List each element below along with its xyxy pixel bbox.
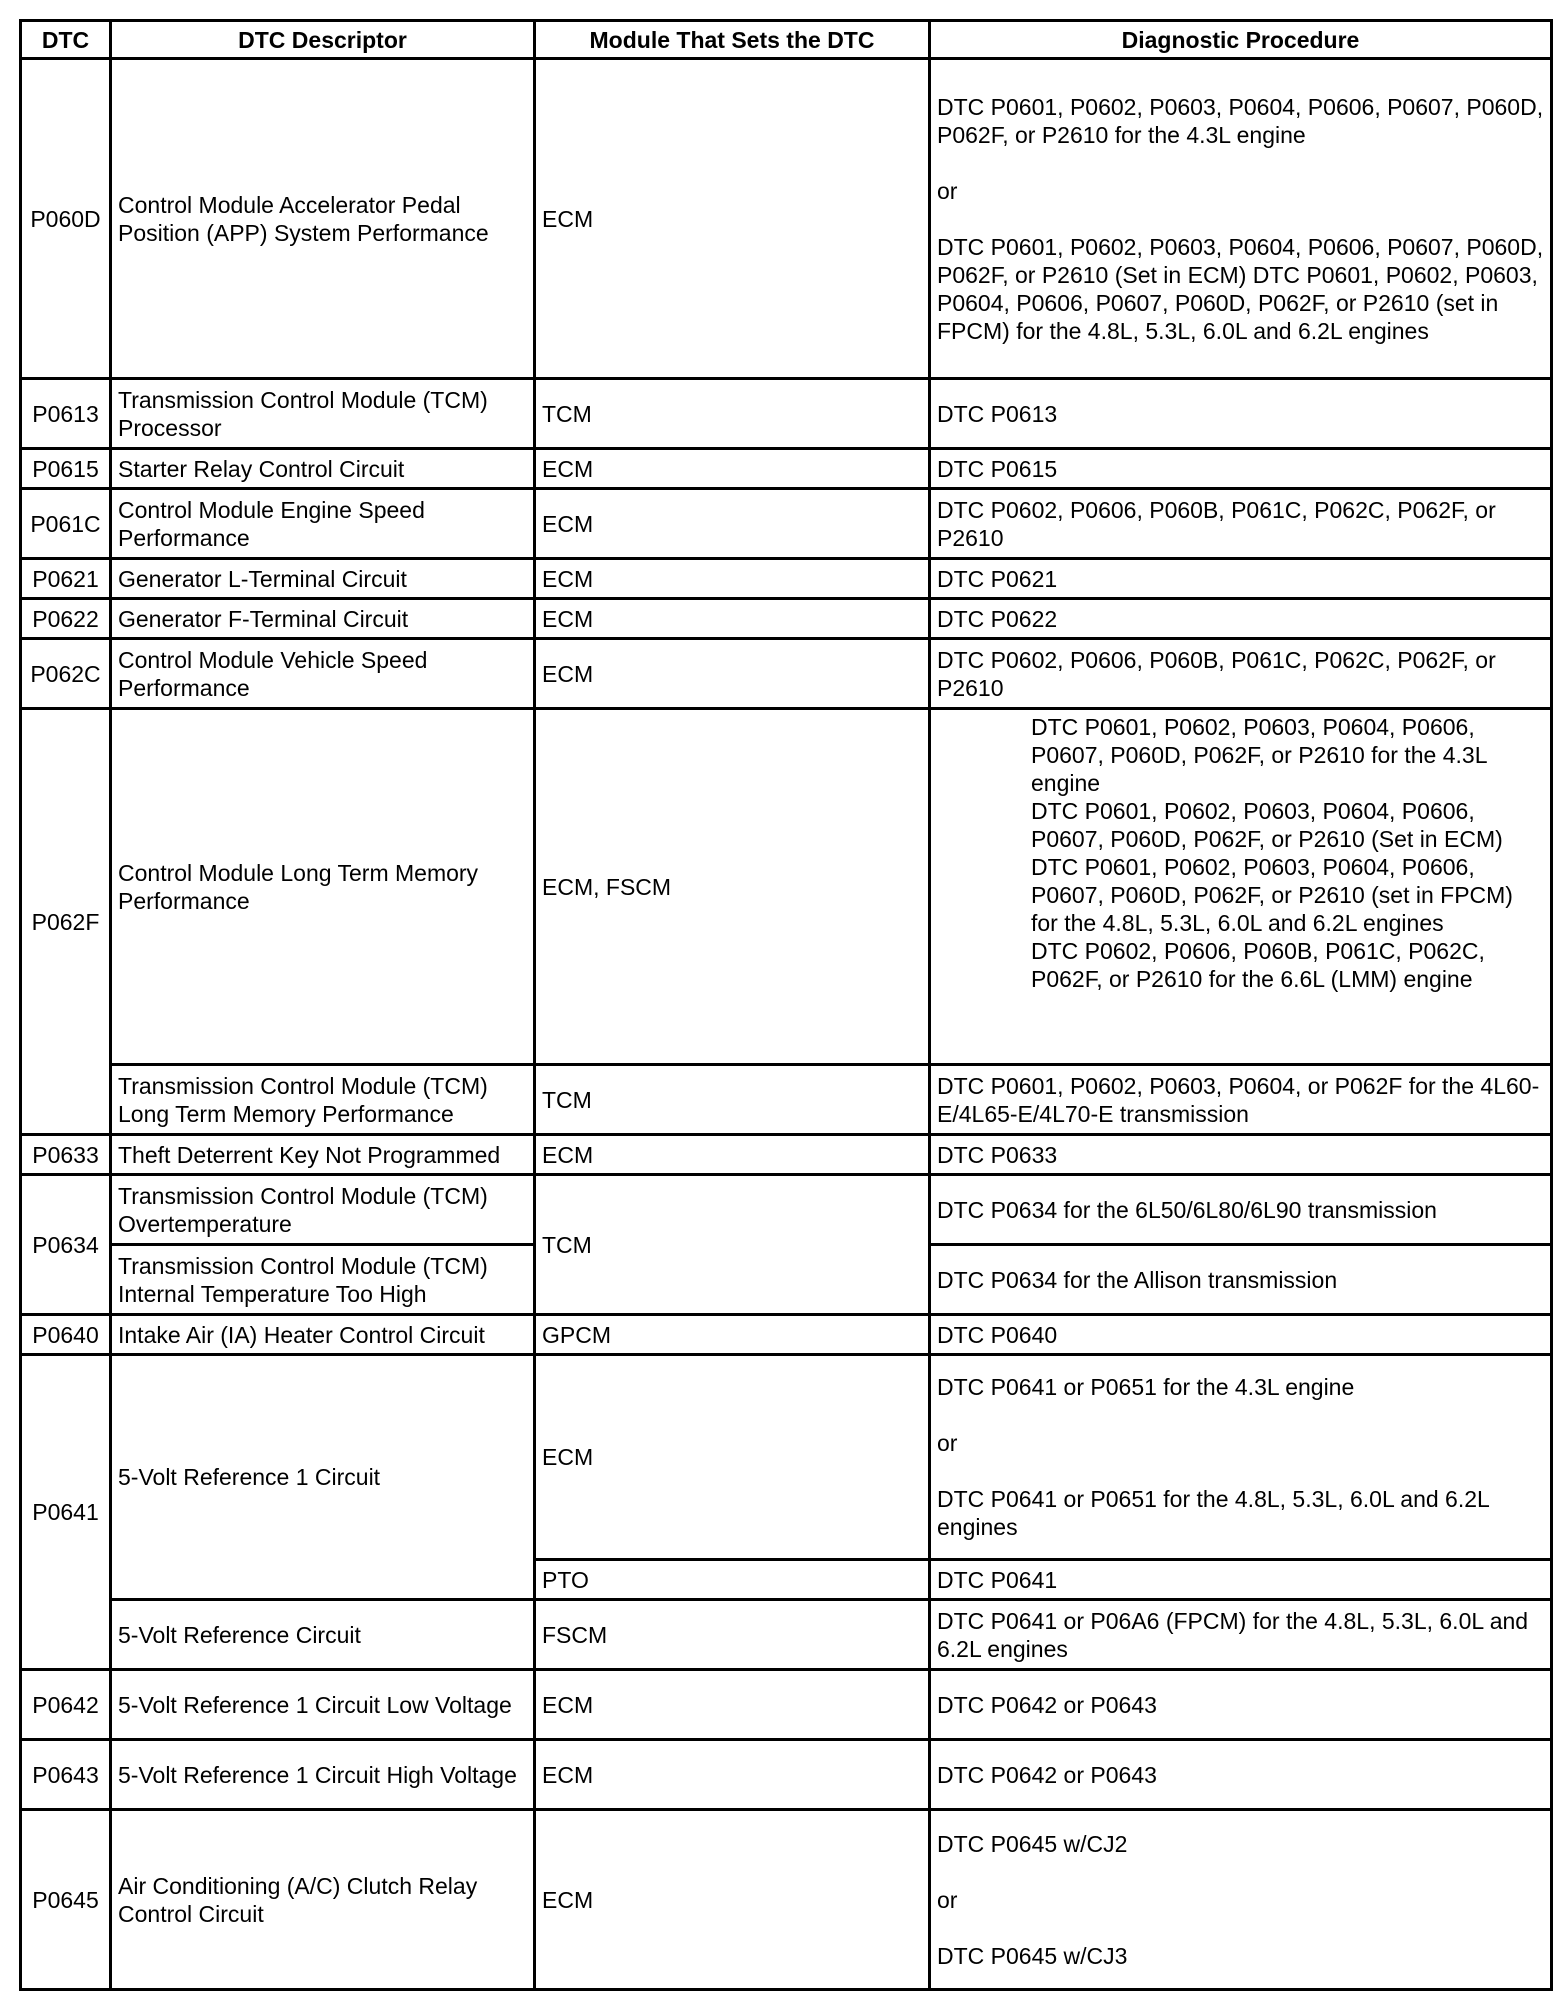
header-row (21, 21, 1552, 59)
dtc-descriptor: Control Module Long Term Memory Performance (111, 709, 535, 1065)
dtc-descriptor: 5-Volt Reference 1 Circuit Low Voltage (111, 1670, 535, 1740)
diagnostic-procedure (930, 59, 1552, 379)
diagnostic-procedure: DTC P0640 (930, 1315, 1552, 1355)
table-row (21, 559, 1552, 599)
dtc-descriptor: Generator L-Terminal Circuit (111, 559, 535, 599)
module-name: ECM (535, 1135, 930, 1175)
diagnostic-procedure: DTC P0613 (930, 379, 1552, 449)
diagnostic-procedure: DTC P0615 (930, 449, 1552, 489)
dtc-descriptor: Generator F-Terminal Circuit (111, 599, 535, 639)
module-name: ECM (535, 639, 930, 709)
dtc-code: P0613 (21, 379, 111, 449)
dtc-descriptor: Transmission Control Module (TCM) Long Term Memory Performance (111, 1065, 535, 1135)
module-name: TCM (535, 1065, 930, 1135)
dtc-code: P0645 (21, 1810, 111, 1990)
procedure-line: DTC P0601, P0602, P0603, P0604, P0606, P0607, P060D, P062F, or P2610 for the 4.3L engine (1031, 714, 1487, 796)
diagnostic-procedure: DTC P0642 or P0643 (930, 1670, 1552, 1740)
diagnostic-procedure: DTC P0641 or P06A6 (FPCM) for the 4.8L, 5.3L, 6.0L and 6.2L engines (930, 1600, 1552, 1670)
table-row (21, 1175, 1552, 1245)
table-row (21, 449, 1552, 489)
procedure-line: DTC P0601, P0602, P0603, P0604, P0606, P0607, P060D, P062F, or P2610 (Set in ECM) DTC P0601, P0602, P0603, P0604, P0606, P0607, P060D, P062F, or P2610 (set in FPCM) for the 4.8L, 5.3L, 6.0L and 6.2L engines (937, 233, 1544, 344)
dtc-code: P0642 (21, 1670, 111, 1740)
diagnostic-procedure (930, 1810, 1552, 1990)
diagnostic-procedure: DTC P0622 (930, 599, 1552, 639)
diagnostic-procedure: DTC P0602, P0606, P060B, P061C, P062C, P062F, or P2610 (930, 489, 1552, 559)
dtc-descriptor: Starter Relay Control Circuit (111, 449, 535, 489)
dtc-descriptor: Control Module Engine Speed Performance (111, 489, 535, 559)
dtc-descriptor: Control Module Accelerator Pedal Position (APP) System Performance (111, 59, 535, 379)
header-dtc: DTC (21, 21, 111, 59)
table-row (21, 599, 1552, 639)
module-name: ECM (535, 559, 930, 599)
table-row (21, 1135, 1552, 1175)
dtc-code: P061C (21, 489, 111, 559)
dtc-code: P062F (21, 709, 111, 1135)
procedure-line: DTC P0641 or P0651 for the 4.8L, 5.3L, 6.0L and 6.2L engines (937, 1486, 1489, 1540)
header-module: Module That Sets the DTC (535, 21, 930, 59)
diagnostic-procedure: DTC P0634 for the Allison transmission (930, 1245, 1552, 1315)
module-name: ECM (535, 1810, 930, 1990)
procedure-line: DTC P0601, P0602, P0603, P0604, P0606, P0607, P060D, P062F, or P2610 for the 4.3L engine (937, 93, 1544, 148)
module-name: ECM (535, 449, 930, 489)
diagnostic-procedure: DTC P0642 or P0643 (930, 1740, 1552, 1810)
procedure-line: DTC P0602, P0606, P060B, P061C, P062C, P062F, or P2610 for the 6.6L (LMM) engine (1031, 938, 1485, 992)
diagnostic-procedure: DTC P0641 (930, 1560, 1552, 1600)
dtc-descriptor: Transmission Control Module (TCM) Processor (111, 379, 535, 449)
module-name: TCM (535, 379, 930, 449)
dtc-code: P060D (21, 59, 111, 379)
module-name: PTO (535, 1560, 930, 1600)
procedure-line: DTC P0641 or P0651 for the 4.3L engine (937, 1374, 1355, 1400)
table-row (21, 1810, 1552, 1990)
module-name: ECM (535, 489, 930, 559)
diagnostic-procedure (930, 709, 1552, 1065)
dtc-code: P062C (21, 639, 111, 709)
procedure-line: DTC P0645 w/CJ3 (937, 1942, 1128, 1969)
procedure-line: DTC P0645 w/CJ2 (937, 1830, 1128, 1857)
module-name: ECM (535, 599, 930, 639)
dtc-table (19, 19, 1553, 1991)
module-name: GPCM (535, 1315, 930, 1355)
table-row (21, 1670, 1552, 1740)
dtc-code: P0643 (21, 1740, 111, 1810)
table-row (21, 1065, 1552, 1135)
diagnostic-procedure: DTC P0602, P0606, P060B, P061C, P062C, P062F, or P2610 (930, 639, 1552, 709)
dtc-code: P0641 (21, 1355, 111, 1670)
dtc-descriptor: Transmission Control Module (TCM) Internal Temperature Too High (111, 1245, 535, 1315)
dtc-descriptor: Theft Deterrent Key Not Programmed (111, 1135, 535, 1175)
procedure-line: DTC P0601, P0602, P0603, P0604, P0606, P0607, P060D, P062F, or P2610 (Set in ECM) DTC P0601, P0602, P0603, P0604, P0606, P0607, P060D, P062F, or P2610 (set in FPCM) for the 4.8L, 5.3L, 6.0L and 6.2L engines (1031, 798, 1513, 936)
dtc-code: P0633 (21, 1135, 111, 1175)
module-name: ECM (535, 59, 930, 379)
procedure-line: or (937, 177, 958, 204)
dtc-descriptor: 5-Volt Reference Circuit (111, 1600, 535, 1670)
module-name: ECM (535, 1670, 930, 1740)
dtc-code: P0640 (21, 1315, 111, 1355)
diagnostic-procedure: DTC P0633 (930, 1135, 1552, 1175)
diagnostic-procedure (930, 1355, 1552, 1560)
module-name: TCM (535, 1175, 930, 1315)
header-procedure: Diagnostic Procedure (930, 21, 1552, 59)
header-descriptor: DTC Descriptor (111, 21, 535, 59)
table-row (21, 1355, 1552, 1560)
module-name: FSCM (535, 1600, 930, 1670)
procedure-line: or (937, 1430, 958, 1456)
dtc-descriptor: Control Module Vehicle Speed Performance (111, 639, 535, 709)
diagnostic-procedure: DTC P0634 for the 6L50/6L80/6L90 transmission (930, 1175, 1552, 1245)
procedure-line: or (937, 1886, 958, 1913)
dtc-descriptor: Intake Air (IA) Heater Control Circuit (111, 1315, 535, 1355)
dtc-descriptor: 5-Volt Reference 1 Circuit (111, 1355, 535, 1600)
table-row (21, 1740, 1552, 1810)
table-row (21, 489, 1552, 559)
dtc-descriptor: Air Conditioning (A/C) Clutch Relay Control Circuit (111, 1810, 535, 1990)
table-row (21, 59, 1552, 379)
table-row (21, 1315, 1552, 1355)
table-row (21, 709, 1552, 1065)
diagnostic-procedure: DTC P0601, P0602, P0603, P0604, or P062F for the 4L60-E/4L65-E/4L70-E transmission (930, 1065, 1552, 1135)
dtc-code: P0615 (21, 449, 111, 489)
diagnostic-procedure: DTC P0621 (930, 559, 1552, 599)
module-name: ECM, FSCM (535, 709, 930, 1065)
table-row (21, 1600, 1552, 1670)
table-row (21, 379, 1552, 449)
dtc-descriptor: 5-Volt Reference 1 Circuit High Voltage (111, 1740, 535, 1810)
dtc-code: P0621 (21, 559, 111, 599)
dtc-code: P0634 (21, 1175, 111, 1315)
dtc-descriptor: Transmission Control Module (TCM) Overtemperature (111, 1175, 535, 1245)
module-name: ECM (535, 1355, 930, 1560)
module-name: ECM (535, 1740, 930, 1810)
table-row (21, 639, 1552, 709)
dtc-code: P0622 (21, 599, 111, 639)
